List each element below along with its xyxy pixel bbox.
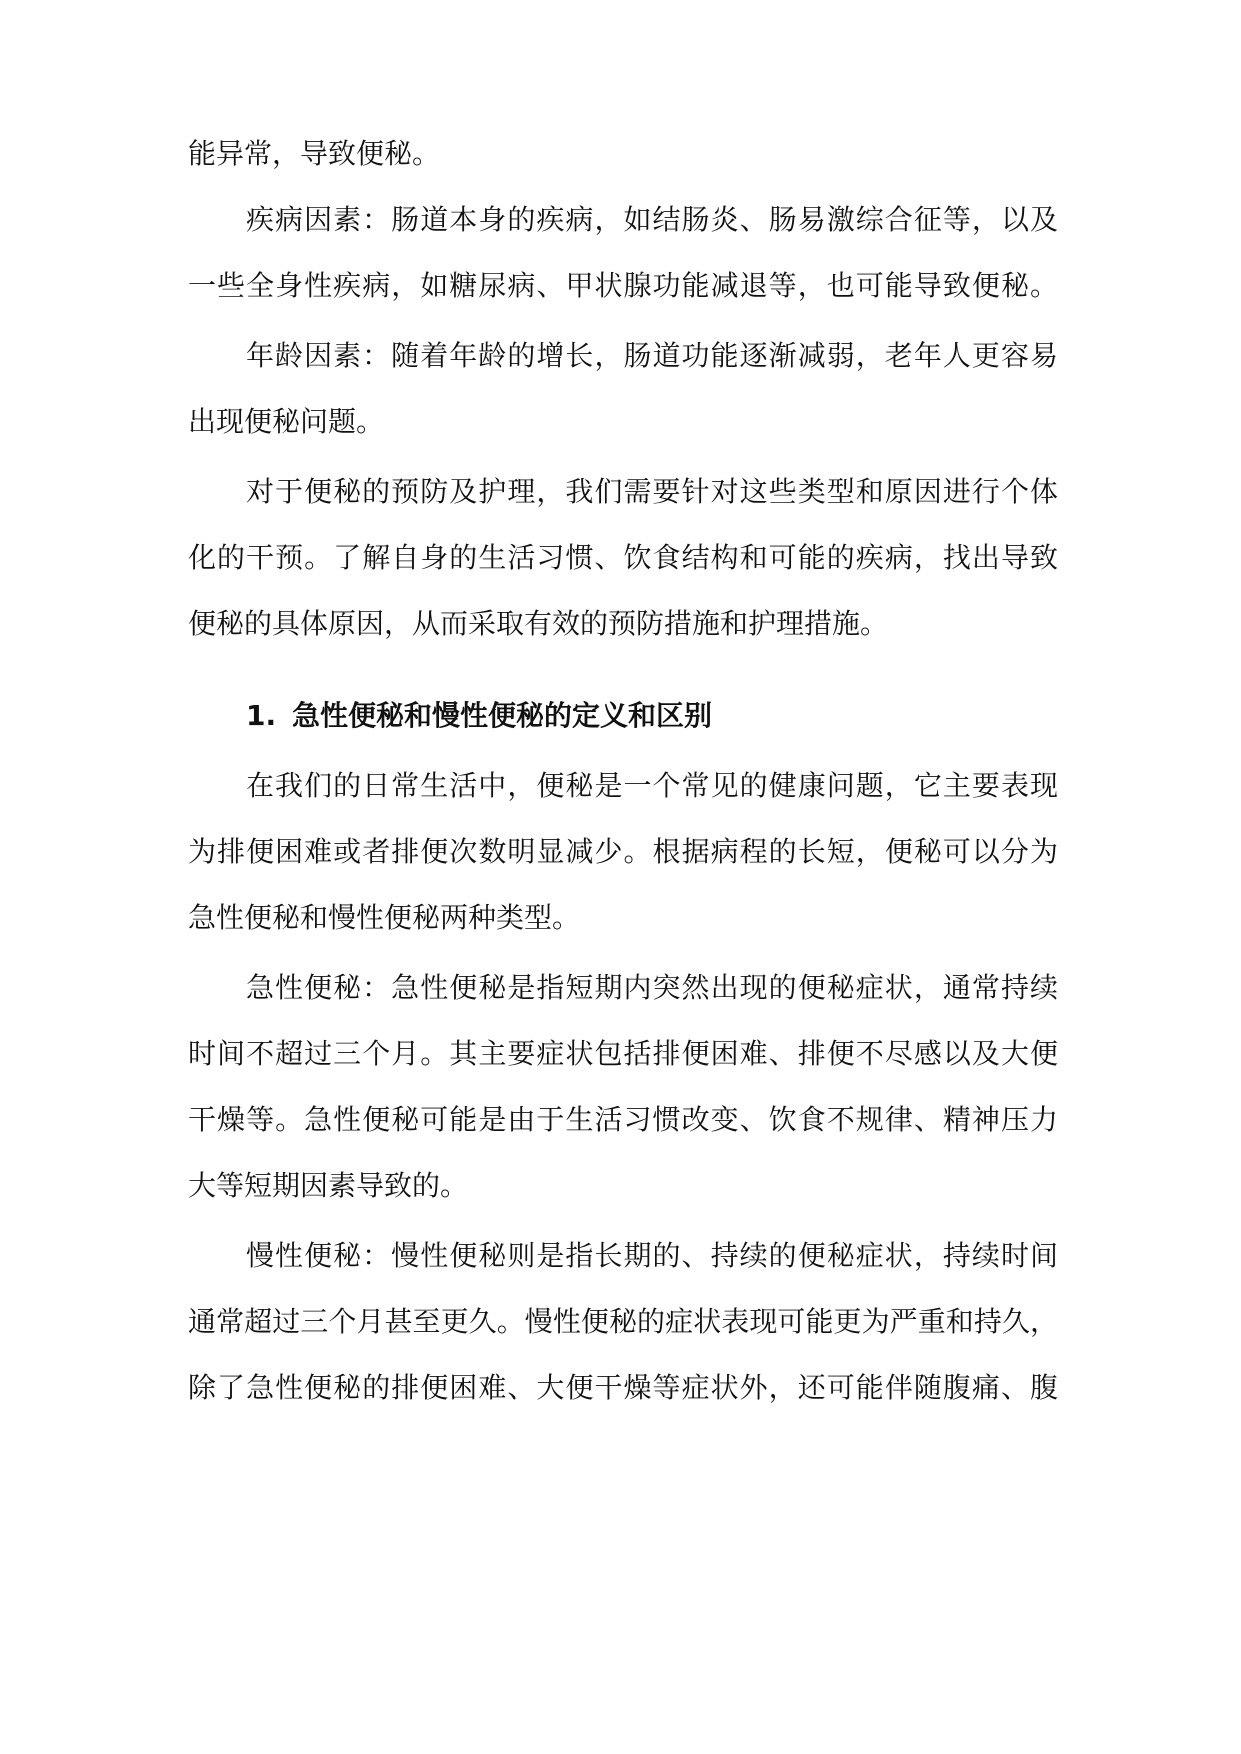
paragraph-line: 化的干预。了解自身的生活习惯、饮食结构和可能的疾病，找出导致: [188, 541, 1058, 574]
paragraph-line: 能异常，导致便秘。: [188, 137, 441, 170]
paragraph-line: 除了急性便秘的排便困难、大便干燥等症状外，还可能伴随腹痛、腹: [188, 1371, 1058, 1404]
paragraph-line: 疾病因素：肠道本身的疾病，如结肠炎、肠易激综合征等，以及: [246, 203, 1058, 236]
section-heading-number: 1.: [246, 699, 277, 732]
paragraph-line: 大等短期因素导致的。: [188, 1169, 469, 1202]
paragraph-line: 慢性便秘：慢性便秘则是指长期的、持续的便秘症状，持续时间: [246, 1239, 1058, 1272]
paragraph-line: 急性便秘和慢性便秘两种类型。: [188, 901, 581, 934]
paragraph-line: 对于便秘的预防及护理，我们需要针对这些类型和原因进行个体: [246, 475, 1058, 508]
paragraph-line: 年龄因素：随着年龄的增长，肠道功能逐渐减弱，老年人更容易: [246, 339, 1058, 372]
paragraph-line: 出现便秘问题。: [188, 405, 385, 438]
paragraph-line: 一些全身性疾病，如糖尿病、甲状腺功能减退等，也可能导致便秘。: [188, 269, 1058, 302]
paragraph-line: 便秘的具体原因，从而采取有效的预防措施和护理措施。: [188, 607, 889, 640]
paragraph-line: 为排便困难或者排便次数明显减少。根据病程的长短，便秘可以分为: [188, 835, 1058, 868]
paragraph-line: 急性便秘：急性便秘是指短期内突然出现的便秘症状，通常持续: [246, 971, 1058, 1004]
section-heading: [246, 696, 712, 736]
paragraph-line: 时间不超过三个月。其主要症状包括排便困难、排便不尽感以及大便: [188, 1037, 1058, 1070]
paragraph-line: 通常超过三个月甚至更久。慢性便秘的症状表现可能更为严重和持久，: [188, 1305, 1058, 1338]
paragraph-line: 在我们的日常生活中，便秘是一个常见的健康问题，它主要表现: [246, 769, 1058, 802]
paragraph-line: 干燥等。急性便秘可能是由于生活习惯改变、饮食不规律、精神压力: [188, 1103, 1058, 1136]
section-heading-title: 急性便秘和慢性便秘的定义和区别: [292, 699, 713, 732]
